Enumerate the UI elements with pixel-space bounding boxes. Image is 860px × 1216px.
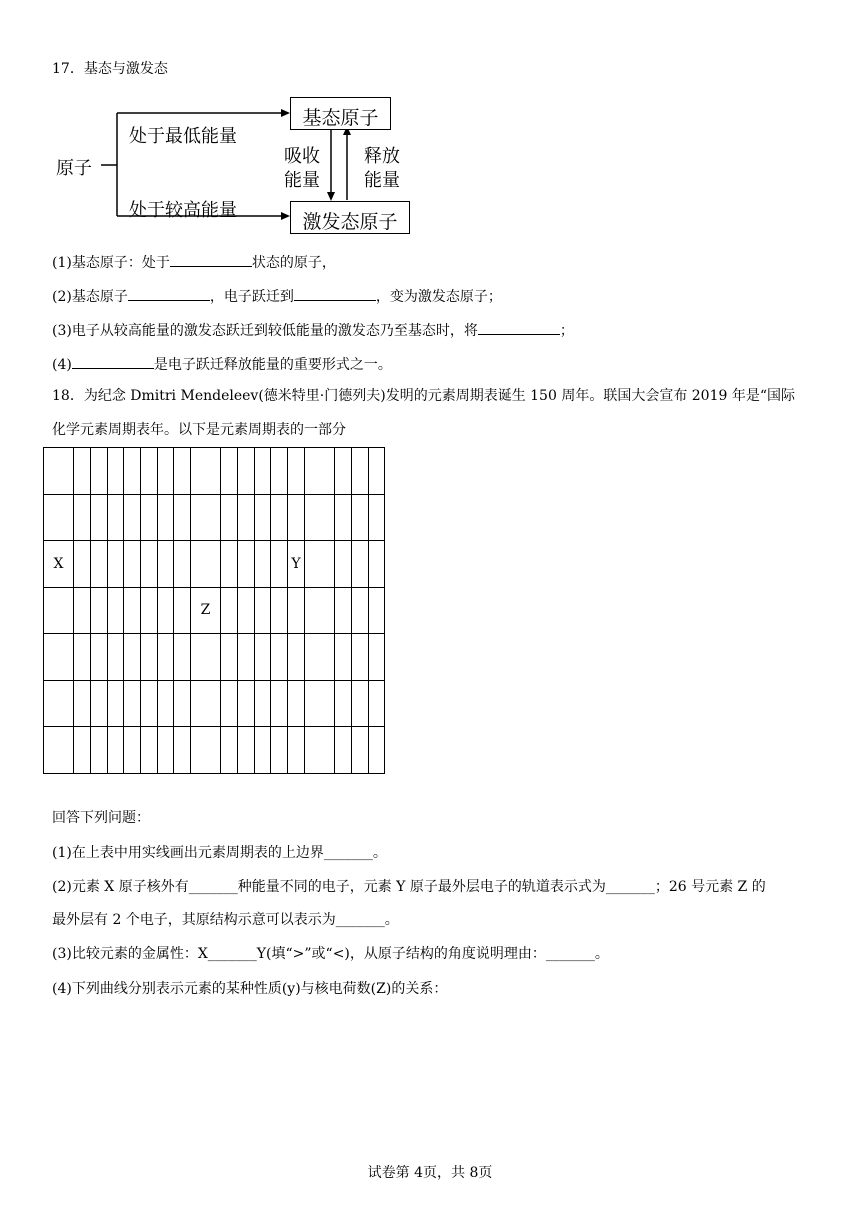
q17-title: 17．基态与激发态 [52,61,168,77]
q17-part2-text-c: ，变为激发态原子； [375,289,502,305]
periodic-table-cell [158,541,174,588]
excited-state-box [290,201,410,234]
periodic-table-row [44,448,385,495]
q17-part2-text-b: ，电子跃迁到 [209,289,294,305]
periodic-table-cell [271,494,288,541]
periodic-table-cell [305,448,335,495]
periodic-table-cell [108,634,124,681]
periodic-table-cell [255,587,271,634]
page-footer: 试卷第 4页，共 8页 [367,1165,493,1181]
periodic-table-row [44,587,385,634]
periodic-table-cell [91,541,108,588]
q17-part1 [52,252,336,273]
q17-part2 [52,286,502,307]
q17-part4-text-a: (4) [52,357,72,373]
periodic-table-cell [271,680,288,727]
periodic-table-cell [369,541,385,588]
periodic-table-cell [191,494,221,541]
periodic-table-cell [141,680,158,727]
periodic-table-cell [255,634,271,681]
periodic-table-cell [238,494,255,541]
periodic-table-cell [221,541,238,588]
periodic-table-cell [108,541,124,588]
answer-heading: 回答下列问题： [52,810,150,826]
periodic-table-cell [158,448,174,495]
periodic-table-cell [255,727,271,774]
periodic-table-cell [288,634,305,681]
q17-part1-text-a: (1)基态原子：处于 [52,255,170,271]
periodic-table-cell [352,634,369,681]
periodic-table-cell [158,680,174,727]
periodic-table-cell [255,494,271,541]
periodic-table-cell [335,448,352,495]
q17-part3-text-b: ； [559,323,574,339]
periodic-table-cell [141,541,158,588]
periodic-table-cell [124,727,141,774]
periodic-table-cell [74,448,91,495]
periodic-table-cell [305,634,335,681]
periodic-table-cell [174,680,191,727]
q17-part3 [52,320,574,341]
periodic-table-cell [369,587,385,634]
periodic-table-cell [191,680,221,727]
periodic-table-cell [91,448,108,495]
periodic-table-cell [271,448,288,495]
periodic-table-cell [221,587,238,634]
periodic-table-cell [369,727,385,774]
answer-blank[interactable] [294,286,376,301]
periodic-table-cell [191,634,221,681]
periodic-table-cell [352,494,369,541]
periodic-table-cell [158,634,174,681]
periodic-table-cell [124,448,141,495]
periodic-table-cell [271,634,288,681]
periodic-table-cell [141,634,158,681]
periodic-table-cell [91,587,108,634]
periodic-table-cell [238,634,255,681]
answer-blank[interactable] [72,354,154,369]
periodic-table-cell [174,541,191,588]
periodic-table-cell [271,587,288,634]
q18-intro-line2: 化学元素周期表年。以下是元素周期表的一部分 [52,422,346,438]
periodic-table-cell [74,541,91,588]
excited-state-label: 激发态原子 [302,211,398,233]
periodic-table-cell [335,541,352,588]
q17-part4-text-b: 是电子跃迁释放能量的重要形式之一。 [153,357,392,373]
periodic-table-cell [141,494,158,541]
atom-label: 原子 [56,158,92,179]
periodic-table-cell [238,680,255,727]
periodic-table-cell [369,680,385,727]
periodic-table-cell [44,494,74,541]
periodic-table-cell [124,680,141,727]
periodic-table-cell [288,494,305,541]
periodic-table-cell [352,541,369,588]
periodic-table-cell [158,727,174,774]
periodic-table-cell [305,494,335,541]
periodic-table-cell [141,587,158,634]
periodic-table-cell [124,494,141,541]
periodic-table-cell [74,727,91,774]
periodic-table-cell [124,634,141,681]
periodic-table-cell [141,448,158,495]
periodic-table-cell [221,494,238,541]
periodic-table-row [44,541,385,588]
q17-part2-text-a: (2)基态原子 [52,289,128,305]
periodic-table-cell [221,448,238,495]
periodic-table-cell [369,494,385,541]
periodic-table-cell [124,587,141,634]
higher-energy-label: 处于较高能量 [129,200,237,221]
periodic-table [43,447,385,774]
periodic-table-cell [91,634,108,681]
periodic-table-cell [305,587,335,634]
periodic-table-cell [288,727,305,774]
periodic-table-row [44,727,385,774]
periodic-table-cell [158,494,174,541]
periodic-table-cell [352,680,369,727]
periodic-table-cell [221,727,238,774]
periodic-table-cell [369,448,385,495]
q18-part1: (1)在上表中用实线画出元素周期表的上边界_______。 [52,845,387,861]
periodic-table-cell [335,634,352,681]
periodic-table-row [44,634,385,681]
lowest-energy-label: 处于最低能量 [129,126,237,147]
ground-state-label: 基态原子 [302,107,379,129]
periodic-table-cell [108,494,124,541]
periodic-table-row [44,680,385,727]
periodic-table-cell [288,448,305,495]
periodic-table-cell [271,727,288,774]
periodic-table-cell [44,448,74,495]
q18-intro-line1: 18．为纪念 Dmitri Mendeleev(德米特里·门德列夫)发明的元素周期表诞生 150 周年。联国大会宣布 2019 年是“国际 [52,388,796,404]
periodic-table-cell [74,494,91,541]
periodic-table-cell [108,448,124,495]
q18-part4: (4)下列曲线分别表示元素的某种性质(y)与核电荷数(Z)的关系： [52,981,448,997]
periodic-table-cell [174,634,191,681]
periodic-table-cell [74,634,91,681]
periodic-table-cell [141,727,158,774]
q18-part3: (3)比较元素的金属性：X_______Y(填“>”或“<)，从原子结构的角度说明理由：_______。 [52,946,609,962]
periodic-table-row [44,494,385,541]
periodic-table-cell [255,541,271,588]
answer-blank[interactable] [128,286,210,301]
periodic-table-cell [108,587,124,634]
periodic-table-cell [74,680,91,727]
periodic-table-cell [305,680,335,727]
periodic-table-cell [305,727,335,774]
periodic-table-cell [352,587,369,634]
periodic-table-cell [335,727,352,774]
q17-part3-text-a: (3)电子从较高能量的激发态跃迁到较低能量的激发态乃至基态时，将 [52,323,478,339]
periodic-table-cell [288,587,305,634]
periodic-table-cell [238,448,255,495]
release-label-2: 能量 [364,170,400,191]
periodic-table-cell [191,727,221,774]
periodic-table-cell [44,680,74,727]
periodic-table-cell [44,634,74,681]
periodic-table-cell [174,727,191,774]
answer-blank[interactable] [170,252,252,267]
periodic-table-cell [335,494,352,541]
periodic-table-cell [352,448,369,495]
periodic-table-cell [271,541,288,588]
periodic-table-cell [108,680,124,727]
absorb-label-1: 吸收 [284,146,320,167]
periodic-table-cell [108,727,124,774]
periodic-table-cell [238,587,255,634]
periodic-table-cell [191,448,221,495]
periodic-table-cell [238,727,255,774]
periodic-table-cell [335,680,352,727]
periodic-table-cell [91,680,108,727]
periodic-table-cell [91,494,108,541]
q18-part2-line1: (2)元素 X 原子核外有_______种能量不同的电子，元素 Y 原子最外层电子的轨道表示式为_______；26 号元素 Z 的 [52,879,766,895]
periodic-table-cell [191,541,221,588]
q18-part2-line2: 最外层有 2 个电子，其原结构示意可以表示为_______。 [52,912,399,928]
periodic-table-cell [221,680,238,727]
periodic-table-cell [238,541,255,588]
q17-part1-text-b: 状态的原子， [251,255,336,271]
ground-state-box [290,97,391,130]
element-cell-z: Z [191,587,221,634]
release-label-1: 释放 [364,146,400,167]
periodic-table-cell [221,634,238,681]
periodic-table-cell [44,587,74,634]
periodic-table-cell [288,680,305,727]
periodic-table-cell [305,541,335,588]
periodic-table-cell [74,587,91,634]
periodic-table-cell [158,587,174,634]
periodic-table-cell [335,587,352,634]
periodic-table-cell [124,541,141,588]
element-cell-y: Y [288,541,305,588]
periodic-table-cell [44,727,74,774]
periodic-table-cell [255,448,271,495]
periodic-table-cell [174,494,191,541]
q17-part4 [52,354,392,375]
periodic-table-cell [174,448,191,495]
periodic-table-cell [91,727,108,774]
periodic-table-cell [352,727,369,774]
element-cell-x: X [44,541,74,588]
answer-blank[interactable] [478,320,560,335]
periodic-table-cell [174,587,191,634]
periodic-table-cell [255,680,271,727]
periodic-table-cell [369,634,385,681]
absorb-label-2: 能量 [284,170,320,191]
